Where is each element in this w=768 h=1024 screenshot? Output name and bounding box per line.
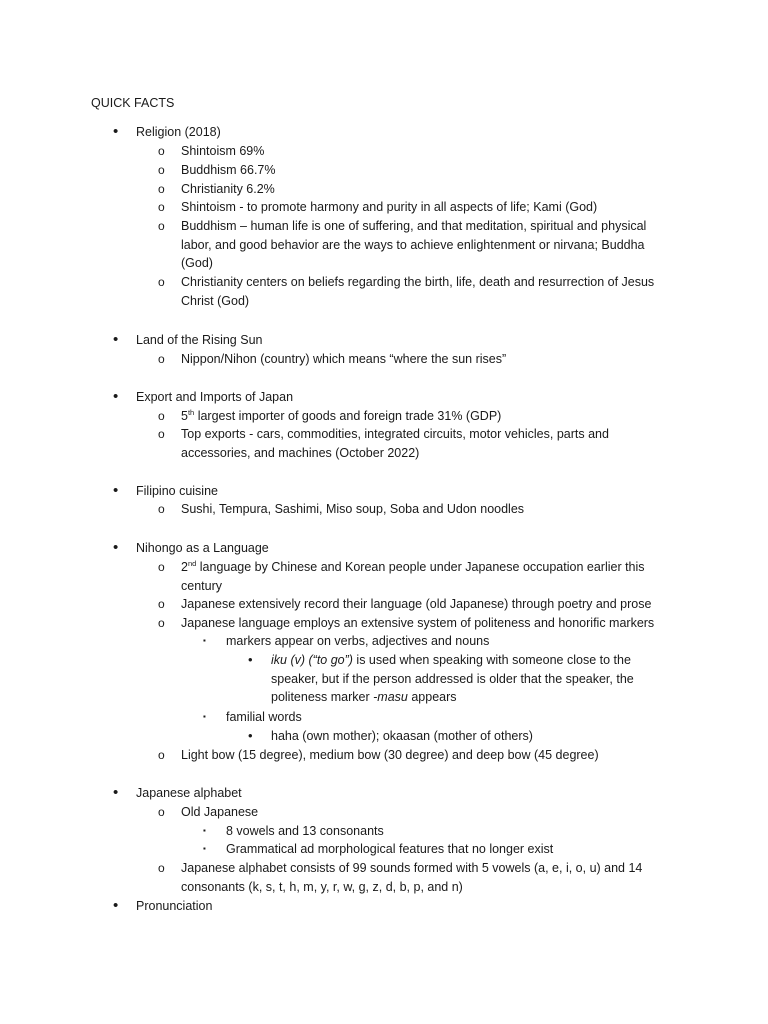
list-item-level-3	[203, 708, 666, 727]
list-item-level-2	[158, 273, 673, 310]
list-item-text: 8 vowels and 13 consonants	[226, 824, 384, 838]
circle-bullet-icon: o	[158, 560, 165, 574]
bullet-icon: •	[113, 784, 119, 801]
list-item-level-2	[158, 350, 673, 369]
square-bullet-icon: ▪	[203, 636, 206, 645]
list-item-text: Japanese extensively record their language (old Japanese) through poetry and prose	[181, 597, 652, 611]
list-item-text: Japanese alphabet	[136, 786, 242, 800]
square-bullet-icon: ▪	[203, 844, 206, 853]
list-item-text: familial words	[226, 710, 302, 724]
list-item-line: Top exports - cars, commodities, integrated circuits, motor vehicles, parts and	[181, 427, 609, 441]
list-item-level-1	[113, 482, 696, 501]
emphasis-text: -masu	[373, 690, 408, 705]
circle-bullet-icon: o	[158, 200, 165, 214]
list-item-level-3	[203, 840, 666, 859]
bullet-icon: •	[113, 539, 119, 556]
text-run: is used when speaking with someone close to the	[352, 653, 631, 667]
superscript: th	[187, 408, 195, 417]
list-item-level-2	[158, 180, 673, 199]
circle-bullet-icon: o	[158, 144, 165, 158]
text-run: language by Chinese and Korean people under Japanese occupation earlier this	[196, 560, 645, 574]
list-item-text: Shintoism 69%	[181, 144, 265, 158]
list-item-line: Buddhism – human life is one of suffering, and that meditation, spiritual and physical	[181, 219, 647, 233]
list-item-line: consonants (k, s, t, h, m, y, r, w, g, z, d, b, p, and n)	[181, 879, 463, 894]
list-item-level-1	[113, 784, 696, 803]
list-item-level-2	[158, 217, 673, 273]
circle-bullet-icon: o	[158, 352, 165, 366]
circle-bullet-icon: o	[158, 616, 165, 630]
list-item-line: labor, and good behavior are the ways to achieve enlightenment or nirvana; Buddha	[181, 237, 645, 252]
circle-bullet-icon: o	[158, 748, 165, 762]
bullet-icon: •	[113, 897, 119, 914]
emphasis-text: iku (v) (“to go”)	[271, 653, 353, 667]
circle-bullet-icon: o	[158, 597, 165, 611]
bullet-icon: •	[113, 388, 119, 405]
list-item-line: speaker, but if the person addressed is older that the speaker, the	[271, 671, 634, 686]
superscript: nd	[187, 559, 197, 568]
list-item-text: Old Japanese	[181, 805, 259, 819]
list-item-level-2	[158, 500, 673, 519]
circle-bullet-icon: o	[158, 182, 165, 196]
list-item-level-3	[203, 632, 666, 651]
square-bullet-icon: ▪	[203, 826, 206, 835]
list-item-line	[271, 688, 671, 707]
square-bullet-icon: ▪	[203, 712, 206, 721]
bullet-icon: •	[248, 728, 253, 743]
bullet-icon: •	[248, 652, 253, 667]
list-item-level-2	[158, 198, 673, 217]
list-item-text: Pronunciation	[136, 899, 213, 913]
list-item-level-2	[158, 425, 673, 462]
list-item-text: Buddhism 66.7%	[181, 163, 276, 177]
list-item-text: markers appear on verbs, adjectives and nouns	[226, 634, 490, 648]
bullet-icon: •	[113, 482, 119, 499]
list-item-text: Grammatical ad morphological features that no longer exist	[226, 842, 554, 856]
list-item-text	[181, 407, 673, 426]
bullet-icon: •	[113, 123, 119, 140]
list-item-level-2	[158, 161, 673, 180]
list-item-level-2	[158, 407, 673, 426]
list-item-level-1	[113, 388, 696, 407]
list-item-level-2	[158, 859, 673, 896]
list-item-level-2	[158, 803, 673, 822]
list-item-text: Japanese language employs an extensive system of politeness and honorific markers	[181, 616, 655, 630]
text-run: appears	[407, 690, 457, 705]
list-item-line: (God)	[181, 256, 213, 271]
list-item-text: Nihongo as a Language	[136, 541, 269, 555]
circle-bullet-icon: o	[158, 427, 165, 441]
list-item-level-3	[203, 822, 666, 841]
list-item-level-4	[248, 651, 671, 707]
list-item-text: Shintoism - to promote harmony and purity in all aspects of life; Kami (God)	[181, 200, 598, 214]
list-item-text: Religion (2018)	[136, 125, 221, 139]
page-title: QUICK FACTS	[91, 96, 175, 110]
circle-bullet-icon: o	[158, 275, 165, 289]
bullet-icon: •	[113, 331, 119, 348]
list-item-line: Christ (God)	[181, 293, 250, 308]
list-item-line: Christianity centers on beliefs regarding the birth, life, death and resurrection of Jesus	[181, 275, 655, 289]
list-item-level-1	[113, 331, 696, 350]
circle-bullet-icon: o	[158, 163, 165, 177]
text-run: 5	[181, 409, 188, 423]
list-item-text: Export and Imports of Japan	[136, 390, 294, 404]
list-item-text: Nippon/Nihon (country) which means “where the sun rises”	[181, 352, 507, 366]
list-item-level-2	[158, 746, 673, 765]
circle-bullet-icon: o	[158, 805, 165, 819]
list-item-level-2	[158, 558, 673, 595]
list-item-line	[181, 558, 673, 577]
text-run: 2	[181, 560, 188, 574]
list-item-level-2	[158, 614, 673, 633]
list-item-text: Sushi, Tempura, Sashimi, Miso soup, Soba and Udon noodles	[181, 502, 525, 516]
list-item-line: Japanese alphabet consists of 99 sounds formed with 5 vowels (a, e, i, o, u) and 14	[181, 861, 643, 875]
list-item-text: Light bow (15 degree), medium bow (30 degree) and deep bow (45 degree)	[181, 748, 599, 762]
list-item-text: Land of the Rising Sun	[136, 333, 263, 347]
circle-bullet-icon: o	[158, 502, 165, 516]
text-run: politeness marker	[271, 690, 374, 705]
circle-bullet-icon: o	[158, 861, 165, 875]
list-item-line	[271, 651, 671, 670]
circle-bullet-icon: o	[158, 219, 165, 233]
text-run: largest importer of goods and foreign trade 31% (GDP)	[194, 409, 502, 423]
list-item-text: haha (own mother); okaasan (mother of others)	[271, 729, 533, 743]
list-item-level-4	[248, 727, 671, 746]
list-item-level-1	[113, 539, 696, 558]
list-item-text: Filipino cuisine	[136, 484, 218, 498]
list-item-level-1	[113, 123, 696, 142]
circle-bullet-icon: o	[158, 409, 165, 423]
list-item-level-2	[158, 595, 673, 614]
list-item-level-2	[158, 142, 673, 161]
list-item-line: century	[181, 578, 222, 593]
list-item-level-1	[113, 897, 696, 916]
list-item-text: Christianity 6.2%	[181, 182, 275, 196]
list-item-line: accessories, and machines (October 2022)	[181, 445, 420, 460]
